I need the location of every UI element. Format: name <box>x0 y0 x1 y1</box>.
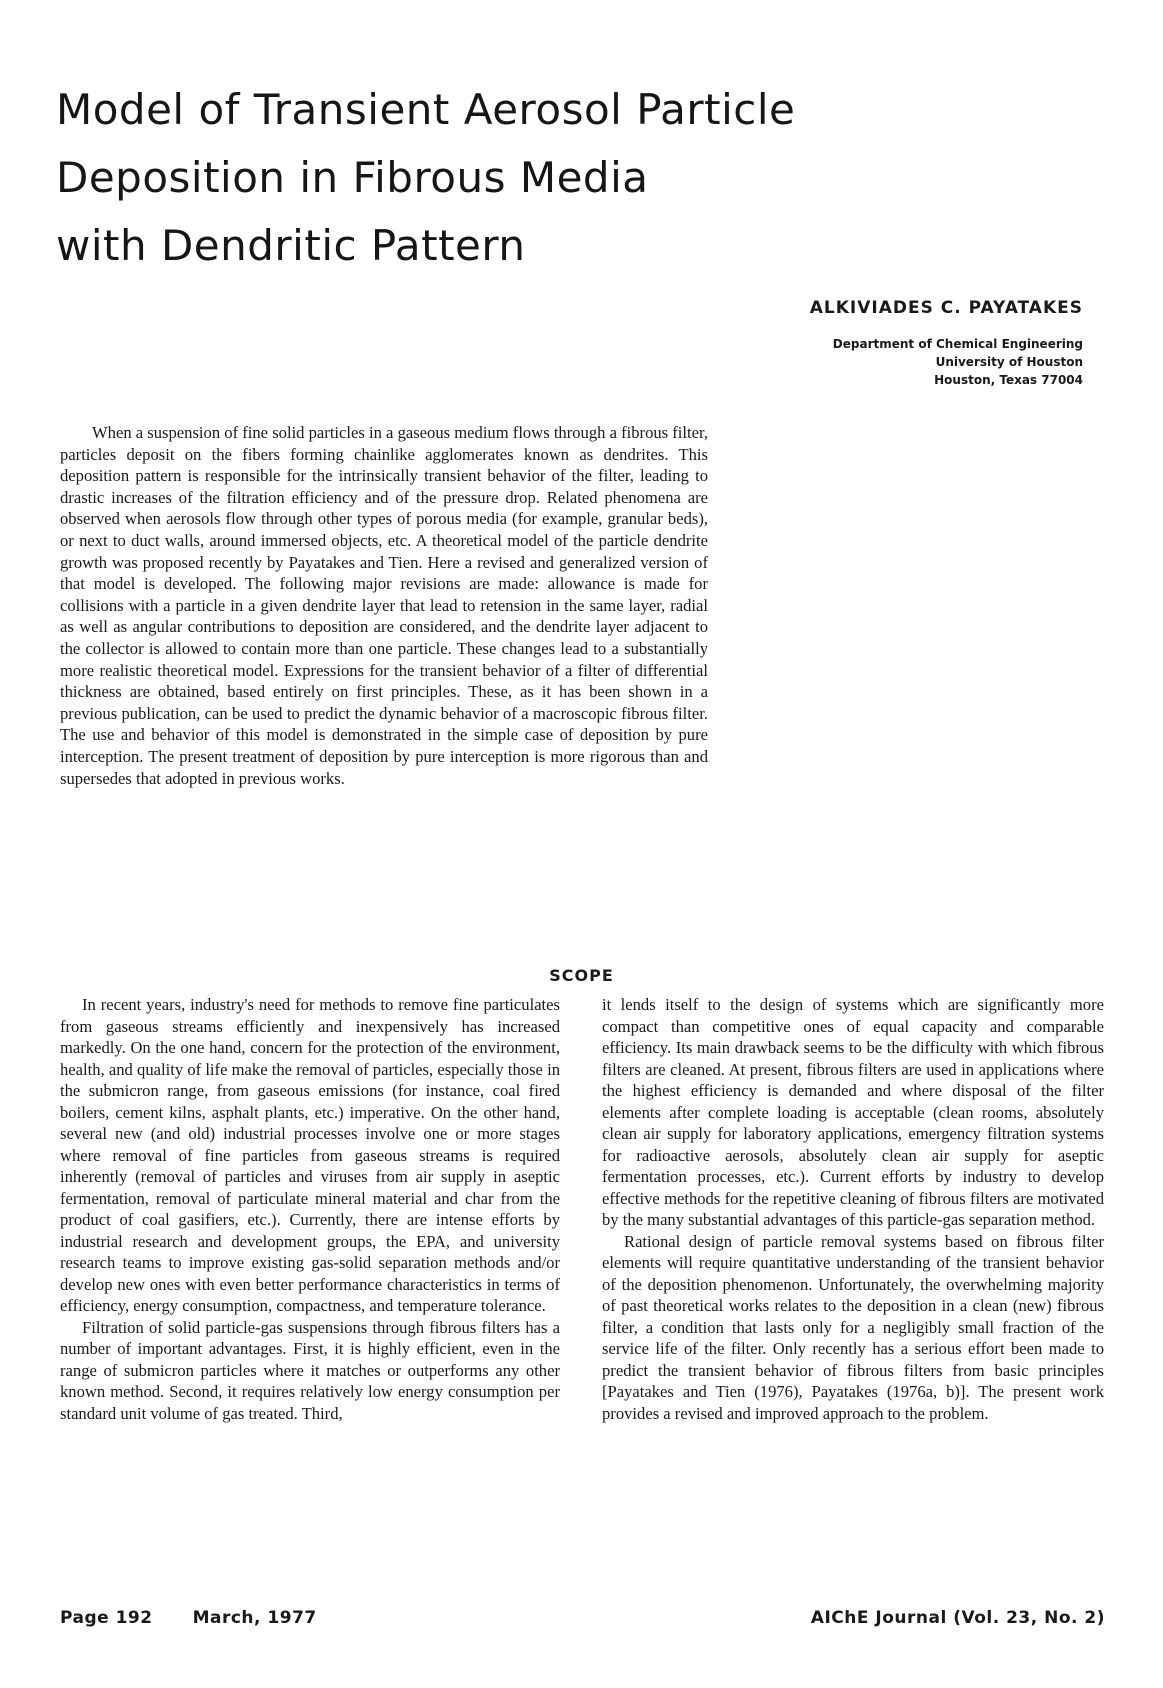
article-title <box>56 76 956 280</box>
affiliation-address: Houston, Texas 77004 <box>934 373 1083 387</box>
scope-paragraph-3: Rational design of particle removal systems based on fibrous filter elements will require quantitative understanding of the transient behavior of the deposition phenomenon. Unfortunately, the overwhelming majority of past theoretical works relates to the deposition in a clean (new) fibrous filter, a condition that lasts only for a negligibly small fraction of the service life of the filter. Only recently has a serious effort been made to predict the transient behavior of fibrous filters from basic principles [Payatakes and Tien (1976), Payatakes (1976a, b)]. The present work provides a revised and improved approach to the problem. <box>602 1231 1104 1423</box>
page-number: Page 192 <box>60 1608 153 1628</box>
abstract-text: When a suspension of fine solid particles in a gaseous medium flows through a fibrous filter, particles deposit on the fibers forming chainlike agglomerates known as dendrites. This deposition pattern is responsible for the intrinsically transient behavior of the filter, leading to drastic increases of the filtration efficiency and of the pressure drop. Related phenomena are observed when aerosols flow through other types of porous media (for example, granular beds), or next to duct walls, around immersed objects, etc. A theoretical model of the particle dendrite growth was proposed recently by Payatakes and Tien. Here a revised and generalized version of that model is developed. The following major revisions are made: allowance is made for collisions with a particle in a given dendrite layer that lead to retension in the same layer, radial as well as angular contributions to deposition are considered, and the dendrite layer adjacent to the collector is allowed to contain more than one particle. These changes lead to a substantially more realistic theoretical model. Expressions for the transient behavior of a filter of differential thickness are obtained, based entirely on first principles. These, as it has been shown in a previous publication, can be used to predict the dynamic behavior of a macroscopic fibrous filter. The use and behavior of this model is demonstrated in the simple case of deposition by pure interception. The present treatment of deposition by pure interception is more rigorous than and supersedes that adopted in previous works. <box>60 423 708 788</box>
title-line-3: with Dendritic Pattern <box>56 221 526 270</box>
title-line-2: Deposition in Fibrous Media <box>56 153 649 202</box>
title-line-1: Model of Transient Aerosol Particle <box>56 85 796 134</box>
scope-paragraph-2: Filtration of solid particle-gas suspensions through fibrous filters has a number of important advantages. First, it is highly efficient, even in the range of submicron particles where it matches or outperforms any other known method. Second, it requires relatively low energy consumption per standard unit volume of gas treated. Third, <box>60 1317 560 1423</box>
issue-date: March, 1977 <box>192 1608 317 1628</box>
author-name: ALKIVIADES C. PAYATAKES <box>809 298 1083 318</box>
scope-right-column <box>602 994 1104 1424</box>
author-affiliation <box>833 335 1083 389</box>
journal-citation: AIChE Journal (Vol. 23, No. 2) <box>810 1608 1105 1628</box>
scope-paragraph-2-continued: it lends itself to the design of systems which are significantly more compact than competitive ones of equal capacity and comparable efficiency. Its main drawback seems to be the difficulty with which fibrous filters are cleaned. At present, fibrous filters are used in applications where the highest efficiency is demanded and where disposal of the filter elements after complete loading is acceptable (clean rooms, absolutely clean air supply for laboratory applications, emergency filtration systems for radioactive aerosols, absolutely clean air supply for aseptic fermentation processes, etc.). Current efforts by industry to develop effective methods for the repetitive cleaning of fibrous filters are motivated by the many substantial advantages of this particle-gas separation method. <box>602 995 1104 1229</box>
affiliation-university: University of Houston <box>935 355 1083 369</box>
affiliation-department: Department of Chemical Engineering <box>832 337 1083 351</box>
scope-paragraph-1: In recent years, industry's need for methods to remove fine particulates from gaseous streams efficiently and inexpensively has increased markedly. On the one hand, concern for the protection of the environment, health, and quality of life make the removal of particles, especially those in the submicron range, from gaseous emissions (for instance, coal fired boilers, cement kilns, asphalt plants, etc.) imperative. On the other hand, several new (and old) industrial processes involve one or more stages where removal of fine particles from gaseous streams is required inherently (removal of particles and viruses from air supply in aseptic fermentation, removal of particulate mineral material and char from the product of coal gasifiers, etc.). Currently, there are intense efforts by industrial research and development groups, the EPA, and university research teams to improve existing gas-solid separation methods and/or develop new ones with even better performance characteristics in terms of efficiency, energy consumption, compactness, and temperature tolerance. <box>60 995 560 1315</box>
scope-heading: SCOPE <box>549 966 614 985</box>
scope-left-column <box>60 994 560 1424</box>
footer-page-info <box>60 1608 317 1628</box>
